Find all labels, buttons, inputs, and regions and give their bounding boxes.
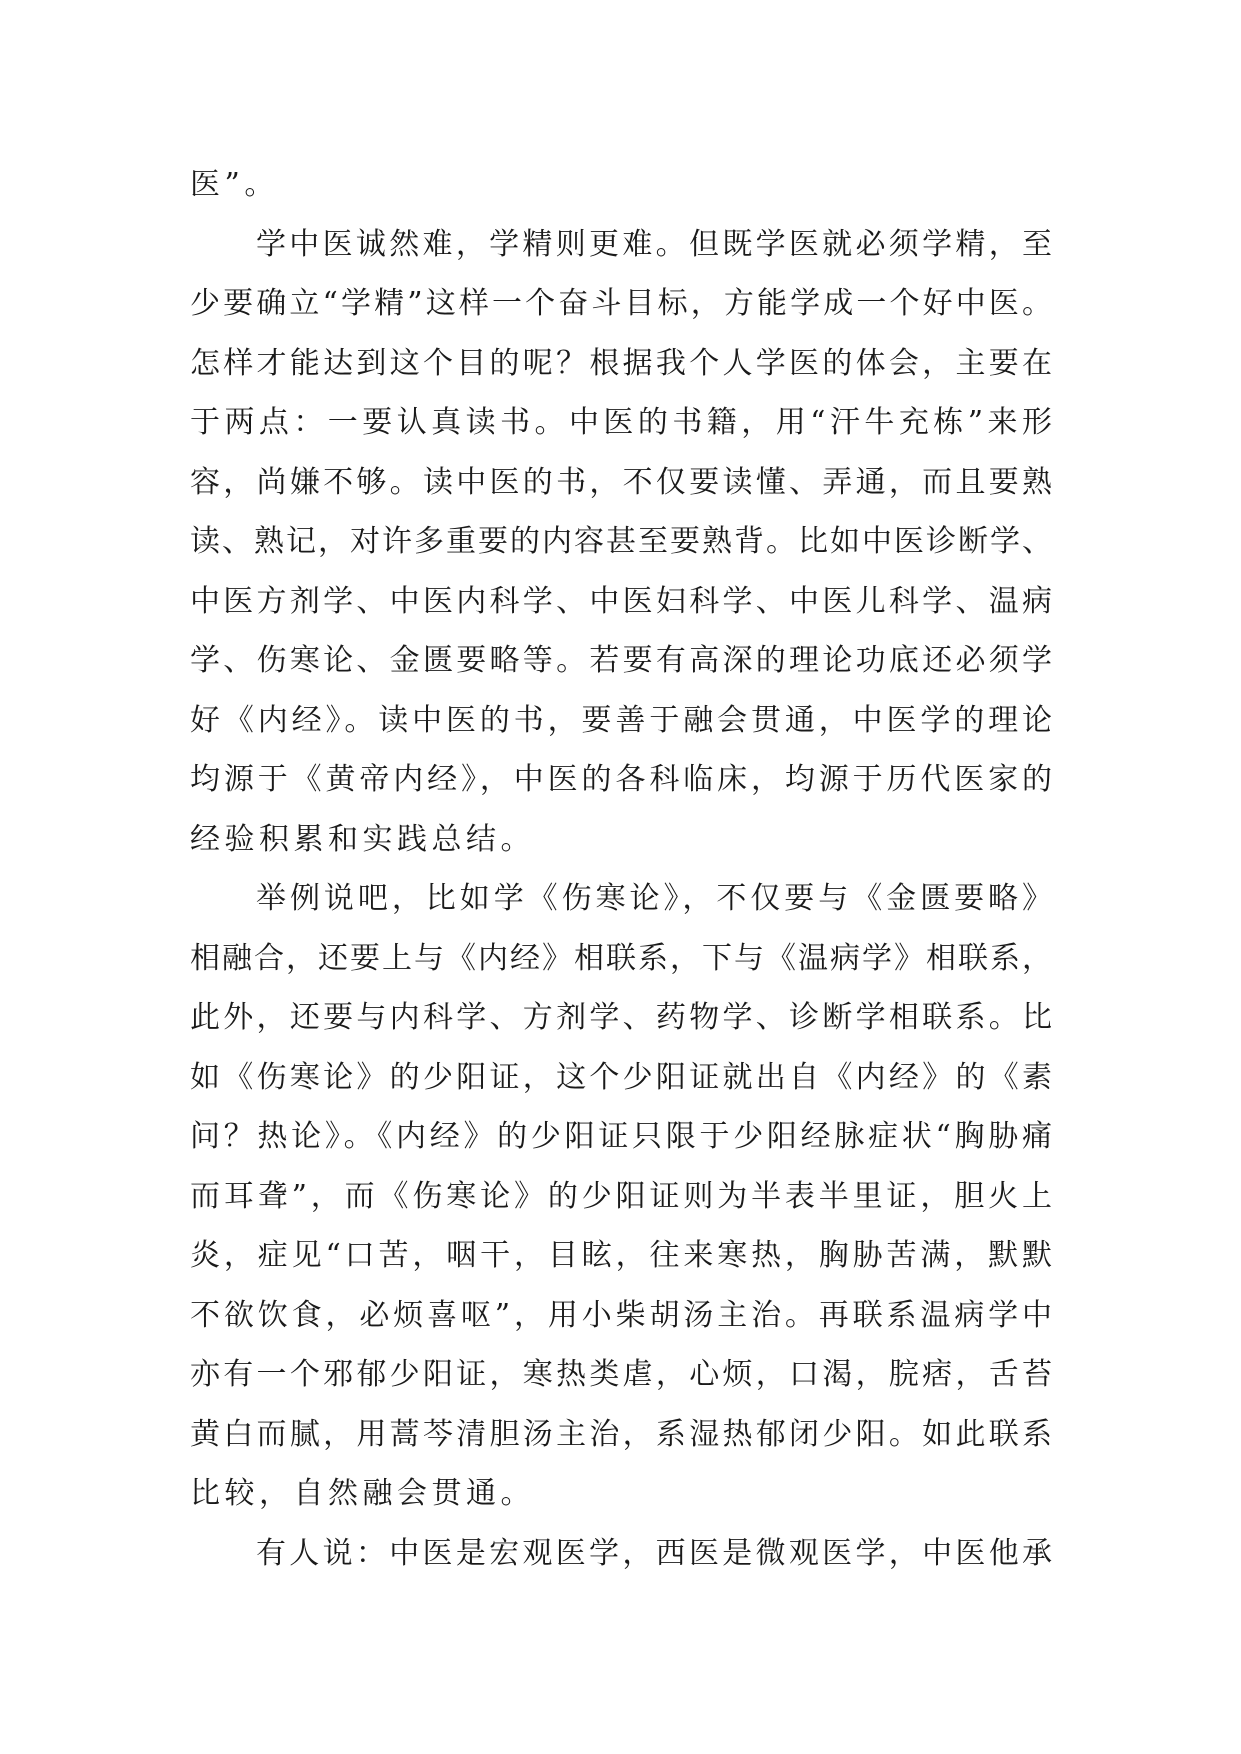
paragraph-start-line: 有人说：中医是宏观医学，西医是微观医学，中医他承 xyxy=(256,1535,1052,1571)
text-line: 炎，症见“口苦，咽干，目眩，往来寒热，胸胁苦满，默默 xyxy=(190,1238,1052,1273)
text-line: 黄白而腻，用蒿芩清胆汤主治，系湿热郁闭少阳。如此联系 xyxy=(190,1416,1052,1452)
text-line: 少要确立“学精”这样一个奋斗目标，方能学成一个好中医。 xyxy=(190,286,1052,321)
text-line: 医”。 xyxy=(190,167,279,202)
text-line: 中医方剂学、中医内科学、中医妇科学、中医儿科学、温病 xyxy=(190,583,1052,619)
text-line: 不欲饮食，必烦喜呕”，用小柴胡汤主治。再联系温病学中 xyxy=(190,1297,1052,1333)
text-line: 经验积累和实践总结。 xyxy=(190,821,535,857)
body-text xyxy=(190,155,1052,1583)
paragraph-start-line: 学中医诚然难，学精则更难。但既学医就必须学精，至 xyxy=(256,226,1052,262)
text-line: 此外，还要与内科学、方剂学、药物学、诊断学相联系。比 xyxy=(190,1000,1052,1035)
text-line: 如《伤寒论》的少阳证，这个少阳证就出自《内经》的《素 xyxy=(190,1059,1052,1095)
text-line: 好《内经》。读中医的书，要善于融会贯通，中医学的理论 xyxy=(190,702,1052,738)
text-line: 比较，自然融会贯通。 xyxy=(190,1476,535,1511)
paragraph-start-line: 举例说吧，比如学《伤寒论》，不仅要与《金匮要略》 xyxy=(256,881,1052,916)
text-line: 于两点：一要认真读书。中医的书籍，用“汗牛充栋”来形 xyxy=(190,405,1052,440)
text-line: 而耳聋”，而《伤寒论》的少阳证则为半表半里证，胆火上 xyxy=(190,1178,1052,1214)
text-line: 问？热论》。《内经》的少阳证只限于少阳经脉症状“胸胁痛 xyxy=(190,1119,1052,1154)
text-line: 学、伤寒论、金匮要略等。若要有高深的理论功底还必须学 xyxy=(190,643,1052,678)
text-line: 容，尚嫌不够。读中医的书，不仅要读懂、弄通，而且要熟 xyxy=(190,464,1052,500)
text-line: 怎样才能达到这个目的呢？根据我个人学医的体会，主要在 xyxy=(190,345,1052,381)
text-line: 亦有一个邪郁少阳证，寒热类虐，心烦，口渴，脘痞，舌苔 xyxy=(190,1357,1052,1392)
text-line: 相融合，还要上与《内经》相联系，下与《温病学》相联系， xyxy=(190,940,1052,976)
text-line: 读、熟记，对许多重要的内容甚至要熟背。比如中医诊断学、 xyxy=(190,524,1052,559)
text-line: 均源于《黄帝内经》，中医的各科临床，均源于历代医家的 xyxy=(190,762,1052,797)
